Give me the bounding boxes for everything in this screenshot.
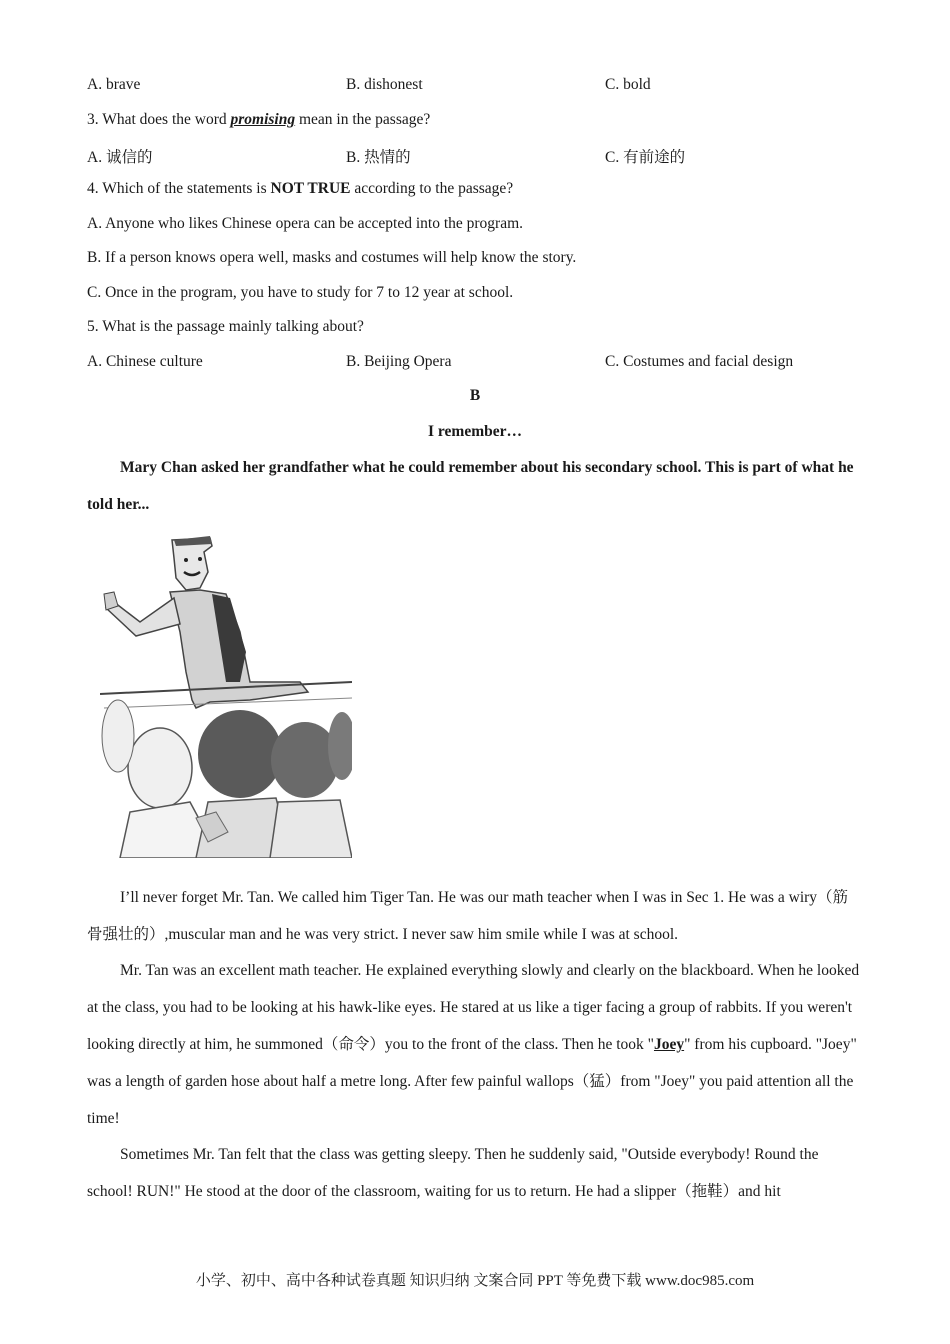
q4-emphasis: NOT TRUE: [270, 180, 351, 197]
q4-suffix: according to the passage?: [350, 180, 514, 197]
p2-before: Mr. Tan was an excellent math teacher. He explained everything slowly and clearly on the blackboard. When he looked at the class, you had to be looking at his hawk-like eyes. He stared at us like a tiger facing a group of rabbits. If you weren't looking directly at him, he summoned（命令）you to the front of the class. Then he took ": [87, 962, 860, 1053]
q3-option-a: A. 诚信的: [87, 149, 153, 166]
q4-prefix: 4. Which of the statements is: [87, 180, 271, 197]
q5-question: 5. What is the passage mainly talking about?: [87, 318, 364, 335]
q3-keyword: promising: [230, 111, 296, 128]
q3-prefix: 3. What does the word: [87, 111, 231, 128]
q2-option-b: B. dishonest: [346, 76, 423, 93]
q3-question: [87, 111, 430, 129]
q3-option-c: C. 有前途的: [605, 149, 686, 166]
q3-option-b: B. 热情的: [346, 149, 411, 166]
q4-option-b: B. If a person knows opera well, masks and costumes will help know the story.: [87, 249, 577, 266]
p2-after: " from his cupboard. "Joey" was a length of garden hose about half a metre long. After few painful wallops（猛）from "Joey" you paid attention all the time!: [87, 1036, 857, 1127]
q4-option-a: A. Anyone who likes Chinese opera can be accepted into the program.: [87, 215, 524, 232]
passage-paragraph-1: I’ll never forget Mr. Tan. We called him Tiger Tan. He was our math teacher when I was in Sec 1. He was a wiry（筋骨强壮的）,muscular man and he was very strict. I never saw him smile while I was at school.: [87, 889, 849, 943]
q2-option-c: C. bold: [605, 76, 651, 93]
q5-option-a: A. Chinese culture: [87, 353, 203, 370]
p2-keyword-joey: Joey: [653, 1036, 685, 1053]
passage-paragraph-2: [87, 952, 862, 1137]
q5-option-c: C. Costumes and facial design: [605, 353, 794, 370]
q4-question: [87, 180, 513, 198]
passage-paragraph-3: Sometimes Mr. Tan felt that the class was getting sleepy. Then he suddenly said, "Outside everybody! Round the school! RUN!" He stood at the door of the classroom, waiting for us to return. He had a slipper（拖鞋）and hit: [87, 1146, 819, 1200]
section-letter: B: [469, 387, 481, 404]
teacher-classroom-illustration: [100, 532, 352, 858]
section-intro: Mary Chan asked her grandfather what he could remember about his secondary school. This is part of what he told her...: [87, 459, 854, 513]
q4-option-c: C. Once in the program, you have to study for 7 to 12 year at school.: [87, 284, 514, 301]
q2-option-a: A. brave: [87, 76, 141, 93]
page-footer: 小学、初中、高中各种试卷真题 知识归纳 文案合同 PPT 等免费下载 www.doc985.com: [195, 1273, 755, 1289]
q5-option-b: B. Beijing Opera: [346, 353, 452, 370]
section-title: I remember…: [428, 423, 522, 440]
q3-suffix: mean in the passage?: [295, 111, 431, 128]
